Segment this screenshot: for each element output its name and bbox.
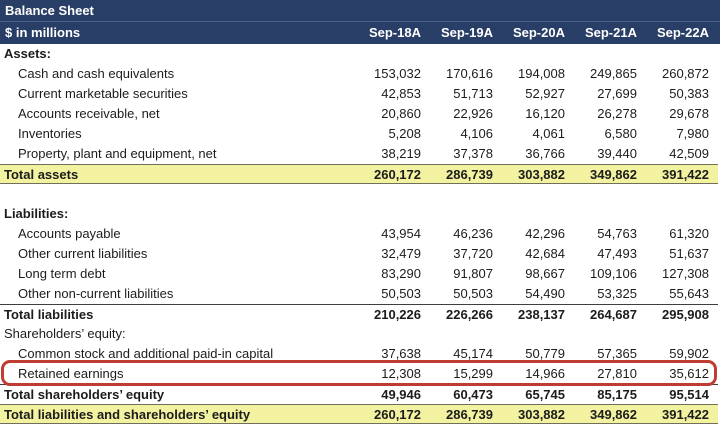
table-row [0,344,718,364]
cell-value: 51,713 [453,86,493,101]
cell-value [570,324,642,344]
cell-value: 32,479 [381,246,421,261]
cell-value: 42,684 [525,246,565,261]
cell-value: 260,172 [374,407,421,422]
cell-value: 286,739 [446,407,493,422]
row-label: Long term debt [18,266,106,281]
cell-value: 226,266 [446,307,493,322]
table-row [0,244,718,264]
cell-value: 210,226 [374,307,421,322]
cell-value: 4,106 [460,126,493,141]
row-label: Liabilities: [4,206,69,221]
table-row [0,124,718,144]
cell-value: 260,872 [662,66,709,81]
cell-value: 57,365 [597,346,637,361]
cell-value [642,324,714,344]
cell-value [498,184,570,204]
column-header: Sep-22A [656,25,709,40]
cell-value: 50,383 [669,86,709,101]
cell-value [498,44,570,64]
cell-value: 127,308 [662,266,709,281]
cell-value: 95,514 [669,387,709,402]
cell-value [426,184,498,204]
table-row [0,104,718,124]
row-label: Accounts payable [18,226,121,241]
cell-value: 27,810 [597,366,637,381]
cell-value: 249,865 [590,66,637,81]
column-header: Sep-21A [584,25,637,40]
sheet-title: Balance Sheet [0,0,720,22]
cell-value: 60,473 [453,387,493,402]
cell-value: 54,490 [525,286,565,301]
cell-value: 5,208 [388,126,421,141]
cell-value: 35,612 [669,366,709,381]
cell-value [498,324,570,344]
cell-value: 303,882 [518,407,565,422]
balance-sheet-table [0,44,718,424]
cell-value: 50,779 [525,346,565,361]
total-yellow-row [0,404,718,424]
spacer-row [0,184,718,204]
cell-value: 46,236 [453,226,493,241]
total-row [0,384,718,404]
cell-value: 53,325 [597,286,637,301]
cell-value: 238,137 [518,307,565,322]
cell-value: 7,980 [676,126,709,141]
cell-value: 39,440 [597,146,637,161]
cell-value [642,44,714,64]
cell-value: 91,807 [453,266,493,281]
row-label: Current marketable securities [18,86,188,101]
cell-value: 65,745 [525,387,565,402]
table-row [0,224,718,244]
row-label: Total liabilities and shareholders’ equity [4,407,251,422]
column-header: Sep-18A [368,25,421,40]
cell-value: 16,120 [525,106,565,121]
cell-value [426,324,498,344]
cell-value: 52,927 [525,86,565,101]
cell-value: 50,503 [381,286,421,301]
cell-value: 54,763 [597,226,637,241]
column-header: Sep-19A [440,25,493,40]
cell-value: 59,902 [669,346,709,361]
row-label: Other current liabilities [18,246,148,261]
cell-value [426,204,498,224]
row-label: Total assets [4,167,79,182]
cell-value: 37,720 [453,246,493,261]
cell-value: 42,296 [525,226,565,241]
table-row [0,264,718,284]
cell-value: 49,946 [381,387,421,402]
cell-value: 15,299 [453,366,493,381]
header-columns-row [0,22,720,44]
cell-value: 170,616 [446,66,493,81]
row-label: Assets: [4,46,51,61]
row-label: Retained earnings [18,366,124,381]
cell-value: 260,172 [374,167,421,182]
cell-value: 109,106 [590,266,637,281]
row-label: Shareholders’ equity: [4,326,126,341]
column-header: Sep-20A [512,25,565,40]
cell-value: 98,667 [525,266,565,281]
cell-value: 51,637 [669,246,709,261]
cell-value: 55,643 [669,286,709,301]
cell-value: 349,862 [590,407,637,422]
cell-value: 37,378 [453,146,493,161]
cell-value: 153,032 [374,66,421,81]
row-label: Total liabilities [4,307,94,322]
cell-value: 14,966 [525,366,565,381]
cell-value: 36,766 [525,146,565,161]
cell-value: 47,493 [597,246,637,261]
cell-value: 42,509 [669,146,709,161]
units-label: $ in millions [5,25,81,40]
cell-value: 27,699 [597,86,637,101]
cell-value: 349,862 [590,167,637,182]
row-label: Property, plant and equipment, net [18,146,217,161]
cell-value: 83,290 [381,266,421,281]
cell-value [570,44,642,64]
cell-value: 4,061 [532,126,565,141]
table-row [0,64,718,84]
row-label: Common stock and additional paid-in capital [18,346,274,361]
cell-value: 391,422 [662,407,709,422]
cell-value: 50,503 [453,286,493,301]
cell-value: 85,175 [597,387,637,402]
cell-value: 22,926 [453,106,493,121]
row-label: Other non-current liabilities [18,286,174,301]
cell-value: 286,739 [446,167,493,182]
cell-value: 264,687 [590,307,637,322]
cell-value [426,44,498,64]
cell-value: 61,320 [669,226,709,241]
table-row [0,84,718,104]
section-row [0,204,718,224]
row-label: Inventories [18,126,82,141]
row-label: Accounts receivable, net [18,106,160,121]
cell-value: 194,008 [518,66,565,81]
cell-value: 20,860 [381,106,421,121]
total-row [0,304,718,324]
table-row [0,144,718,164]
cell-value: 37,638 [381,346,421,361]
cell-value [354,324,426,344]
row-label [0,184,354,204]
cell-value: 26,278 [597,106,637,121]
cell-value: 38,219 [381,146,421,161]
cell-value: 12,308 [381,366,421,381]
cell-value [354,184,426,204]
cell-value: 43,954 [381,226,421,241]
cell-value [498,204,570,224]
table-row [0,284,718,304]
cell-value: 42,853 [381,86,421,101]
cell-value: 295,908 [662,307,709,322]
cell-value [354,44,426,64]
cell-value: 303,882 [518,167,565,182]
row-label: Cash and cash equivalents [18,66,175,81]
section-plain-row [0,324,718,344]
cell-value: 45,174 [453,346,493,361]
cell-value: 6,580 [604,126,637,141]
row-label: Total shareholders’ equity [4,387,165,402]
table-row [0,364,718,384]
cell-value [642,204,714,224]
cell-value [570,204,642,224]
cell-value: 391,422 [662,167,709,182]
cell-value [642,184,714,204]
cell-value: 29,678 [669,106,709,121]
section-row [0,44,718,64]
cell-value [570,184,642,204]
cell-value [354,204,426,224]
table-header [0,0,720,44]
total-yellow-row [0,164,718,184]
